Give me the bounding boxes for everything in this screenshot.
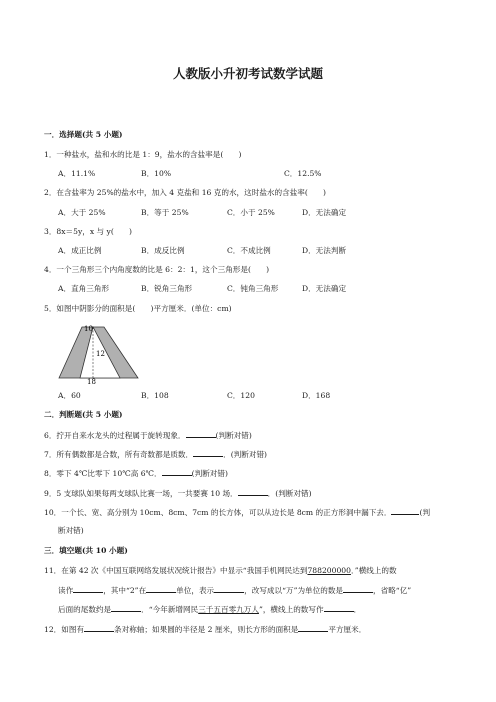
- answer-blank[interactable]: [84, 623, 114, 632]
- q11-l3b: ．“今年新增网民: [141, 605, 199, 614]
- question-12: [44, 623, 366, 635]
- question-11: [44, 565, 397, 576]
- q11-l3-underlined: 三千五百零九万人: [198, 605, 259, 614]
- q11-l2d: ，改写成以“万”为单位的数是: [244, 586, 344, 595]
- q11-l3a: 后面的尾数约是: [58, 605, 112, 614]
- question-11-line2: [58, 584, 411, 596]
- q5-option-c: C．120: [227, 391, 255, 400]
- answer-blank[interactable]: [391, 506, 419, 515]
- q1-option-a: A．11.1%: [58, 169, 96, 178]
- answer-blank[interactable]: [298, 623, 328, 632]
- answer-blank[interactable]: [73, 584, 103, 593]
- q11-l2a: 读作: [58, 586, 74, 595]
- q1-option-c: C．12.5%: [284, 169, 322, 178]
- page-title: 人教版小升初考试数学试题: [172, 66, 323, 81]
- q11-l2e: ，省略“亿”: [373, 586, 412, 595]
- answer-blank[interactable]: [186, 429, 216, 438]
- figure-label-height: 12: [96, 350, 105, 358]
- q3-option-a: A．成正比例: [58, 246, 102, 255]
- q5-option-b: B．108: [141, 391, 169, 400]
- section-heading-fill: 三．填空题(共 10 小题): [44, 546, 128, 555]
- q11-l2b: ，其中“2”在: [103, 586, 147, 595]
- question-3: 3．8x＝5y，x 与 y( ): [44, 227, 132, 236]
- figure-label-bottom: 18: [87, 378, 96, 384]
- q12-c: 平方厘米．: [328, 625, 367, 634]
- answer-blank[interactable]: [111, 603, 141, 612]
- q9-suffix: ．(判断对错): [267, 489, 312, 498]
- q11-l2c: 单位，表示: [176, 586, 215, 595]
- answer-blank[interactable]: [146, 584, 176, 593]
- section-heading-judge: 二．判断题(共 5 小题): [44, 410, 123, 419]
- question-7: [44, 448, 267, 460]
- answer-blank[interactable]: [193, 448, 223, 457]
- q2-option-d: D．无法确定: [302, 208, 347, 217]
- question-2: 2．在含盐率为 25%的盐水中，加入 4 克盐和 16 克的水，这时盐水的含盐率( ): [44, 188, 327, 197]
- q4-option-a: A．直角三角形: [58, 284, 110, 293]
- question-10-cont: 断对错): [58, 526, 84, 535]
- answer-blank[interactable]: [238, 487, 268, 496]
- figure-label-top: 10: [84, 325, 93, 333]
- question-10: [44, 506, 430, 518]
- q8-suffix: (判断对错): [191, 469, 228, 478]
- q8-text: 8．零下 4℃比零下 10℃高 6℃．: [44, 469, 162, 478]
- q4-option-d: D．无法确定: [302, 284, 347, 293]
- answer-blank[interactable]: [162, 467, 192, 476]
- answer-blank[interactable]: [324, 603, 354, 612]
- question-8: [44, 467, 228, 479]
- q6-text: 6．拧开自来水龙头的过程属于旋转现象．: [44, 431, 186, 440]
- q3-option-c: C．不成比例: [227, 246, 271, 255]
- q12-b: 条对称轴；如果圆的半径是 2 厘米，则长方形的面积是: [114, 625, 299, 634]
- q2-option-b: B．等于 25%: [141, 208, 189, 217]
- q11-number: 788200000: [307, 566, 351, 575]
- q4-option-c: C．钝角三角形: [227, 284, 279, 293]
- q2-option-c: C．小于 25%: [227, 208, 275, 217]
- q11-l3c: ”，横线上的数写作: [258, 605, 324, 614]
- q3-option-b: B．成反比例: [141, 246, 185, 255]
- q5-option-d: D．168: [302, 391, 331, 400]
- question-5: 5．如图中阴影分的面积是( )平方厘米．(单位：cm): [44, 304, 232, 313]
- q12-a: 12．如图有: [44, 625, 85, 634]
- q11-text: 11．在第 42 次《中国互联网络发展状况统计报告》中显示“我国手机网民达到: [44, 566, 308, 575]
- q10-text: 10．一个长、宽、高分别为 10cm、8cm、7cm 的长方体，可以从边长是 8cm 的正方形洞中漏下去．: [44, 508, 392, 517]
- q7-suffix: ．(判断对错): [223, 450, 268, 459]
- answer-blank[interactable]: [343, 584, 373, 593]
- section-heading-choice: 一．选择题(共 5 小题): [44, 130, 123, 139]
- question-6: [44, 429, 252, 441]
- q4-option-b: B．锐角三角形: [141, 284, 193, 293]
- q7-text: 7．所有偶数都是合数，所有奇数都是质数．: [44, 450, 194, 459]
- question-11-line3: [58, 603, 361, 615]
- question-9: [44, 487, 312, 499]
- q11-text-end: ．”横线上的数: [350, 566, 397, 575]
- answer-blank[interactable]: [214, 584, 244, 593]
- question-1: 1．一种盐水，盐和水的比是 1：9，盐水的含盐率是( ): [44, 150, 242, 159]
- q2-option-a: A．大于 25%: [58, 208, 106, 217]
- question-4: 4．一个三角形三个内角度数的比是 6：2：1，这个三角形是( ): [44, 265, 270, 274]
- q5-option-a: A．60: [58, 391, 81, 400]
- q11-l3d: ．: [353, 605, 362, 614]
- q9-text: 9．5 支球队如果每两支球队比赛一场，一共要赛 10 场．: [44, 489, 238, 498]
- q10-suffix: (判: [419, 508, 431, 517]
- trapezoid-figure: [58, 322, 140, 384]
- q3-option-d: D．无法判断: [302, 246, 347, 255]
- q6-suffix: (判断对错): [215, 431, 252, 440]
- q1-option-b: B．10%: [141, 169, 172, 178]
